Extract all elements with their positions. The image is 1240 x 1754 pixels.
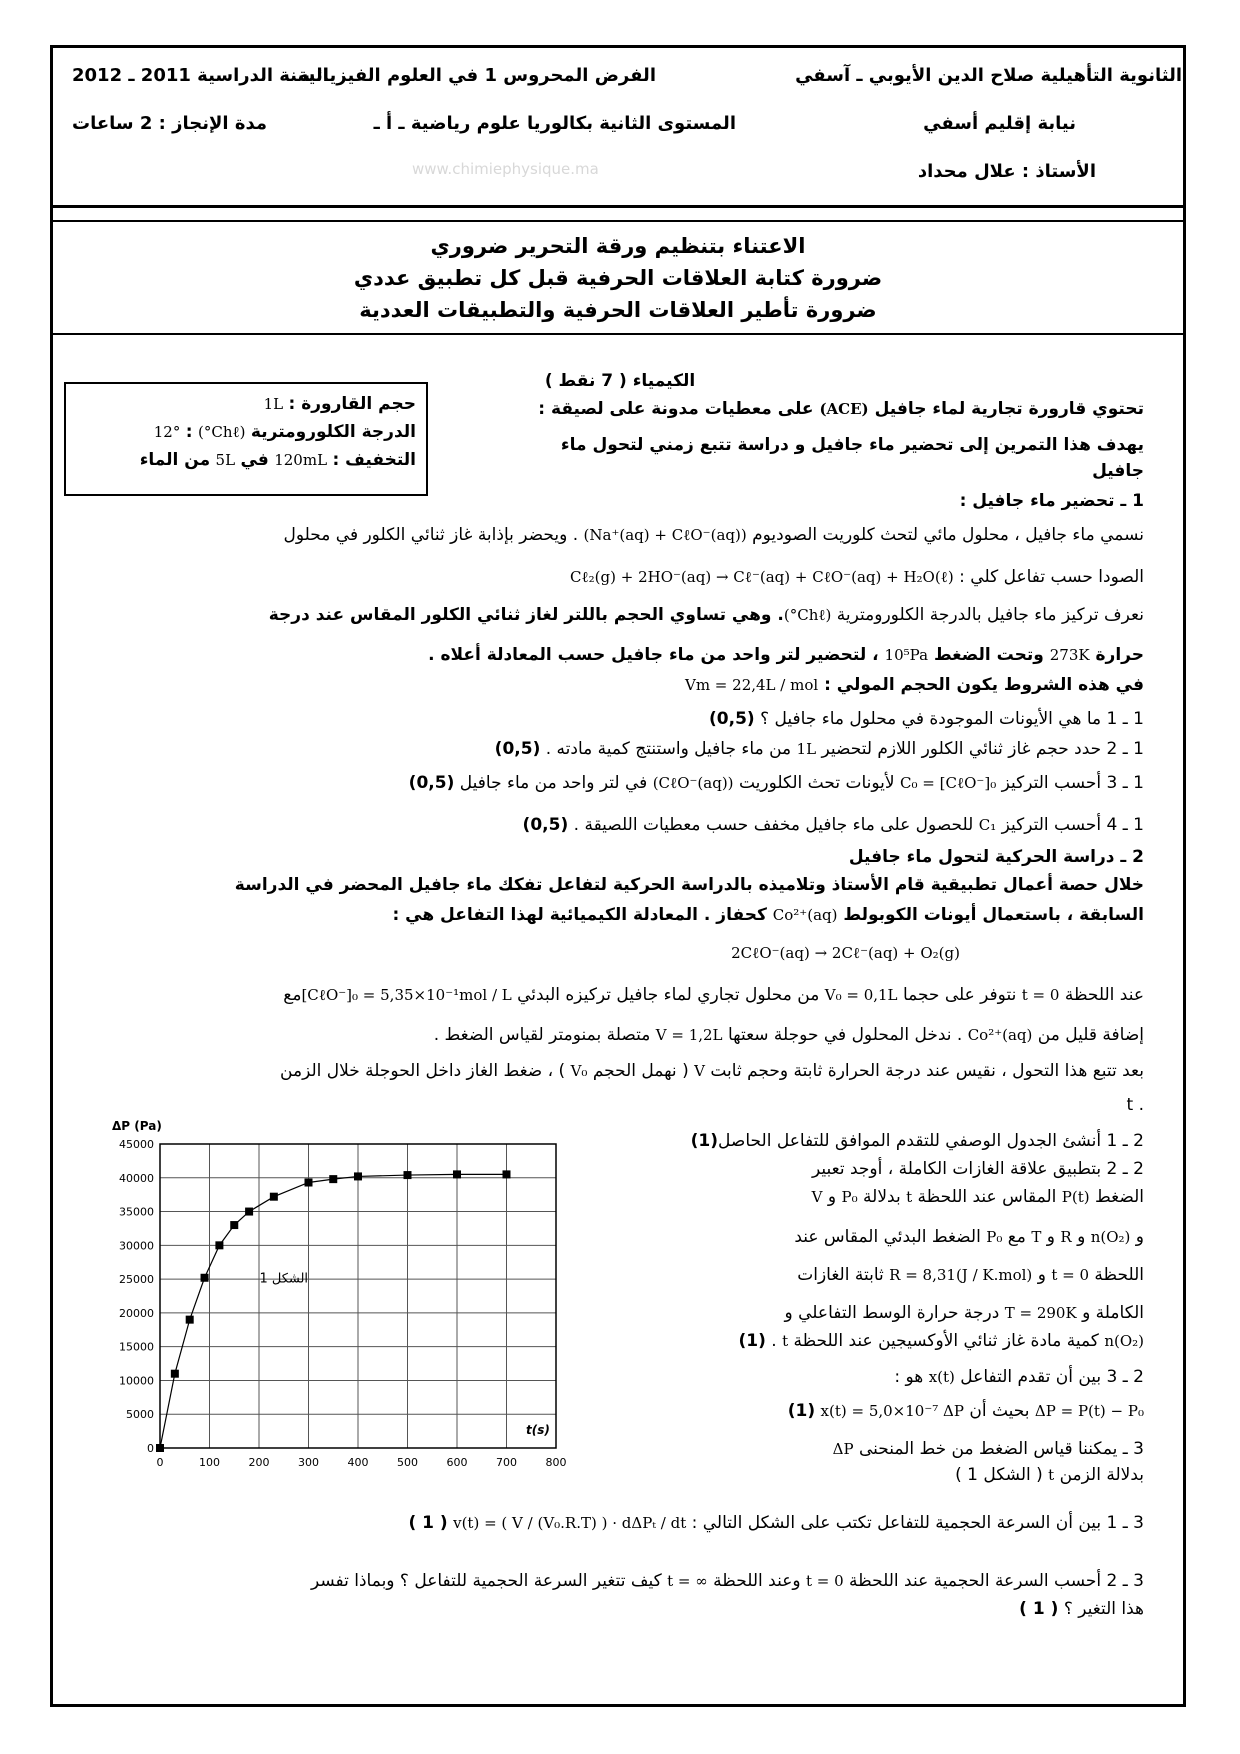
para-8: عند اللحظة t = 0 نتوفر على حجما V₀ = 0,1L من محلول تجاري لماء جافيل تركيزه البدئي [CℓO⁻]₀ = 5,35×10⁻¹mol / Lمع (283, 985, 1144, 1005)
question-1-1: 1 ـ 1 ما هي الأيونات الموجودة في محلول ماء جافيل ؟ (0,5) (709, 709, 1144, 729)
y-tick-label: 35000 (119, 1205, 154, 1219)
y-tick-label: 25000 (119, 1273, 154, 1287)
watermark: www.chimiephysique.ma (412, 160, 599, 178)
intro-line-1: تحتوي قارورة تجارية لماء جافيل (ACE) على معطيات مدونة على لصيقة : (538, 399, 1144, 419)
para-4: حرارة 273K وتحت الضغط 10⁵Pa ، لتحضير لتر واحد من ماء جافيل حسب المعادلة أعلاه . (428, 645, 1144, 665)
rule-2: ضرورة كتابة العلاقات الحرفية قبل كل تطبيق عددي (353, 266, 883, 290)
figure-label: الشكل 1 (259, 1271, 309, 1287)
x-tick-label: 100 (199, 1456, 220, 1469)
data-point (453, 1170, 461, 1178)
x-tick-label: 500 (397, 1456, 418, 1469)
question-3-2: 3 ـ 2 أحسب السرعة الحجمية عند اللحظة t = 0 وعند اللحظة t = ∞ كيف تتغير السرعة الحجمية للتفاعل ؟ وبماذا تفسر (310, 1571, 1144, 1591)
question-2-2-line-3: و n(O₂) و R و T مع P₀ الضغط البدئي المقاس عند (794, 1227, 1144, 1247)
question-3-line-2: بدلالة الزمن t ( الشكل 1 ) (955, 1465, 1144, 1485)
part2-title: 2 ـ دراسة الحركية لتحول ماء جافيل (848, 847, 1144, 867)
question-2-2-line-5: الكاملة و T = 290K درجة حرارة الوسط التفاعلي و (784, 1303, 1144, 1323)
x-axis-label: t(s) (526, 1423, 550, 1437)
question-2-3-line-2: ΔP = P(t) − P₀ بحيث أن x(t) = 5,0×10⁻⁷ ΔP (1) (787, 1401, 1144, 1421)
x-tick-label: 600 (446, 1456, 468, 1469)
intro-line-3: جافيل (1092, 461, 1144, 481)
label-dilution: التخفيف : 120mL في 5L من الماء (139, 450, 416, 470)
pressure-time-chart (108, 1110, 588, 1480)
x-tick-label: 400 (347, 1456, 369, 1469)
exam-title: الفرض المحروس 1 في العلوم الفيزيائية (297, 65, 656, 86)
x-tick-label: 300 (298, 1456, 319, 1469)
rule-3: ضرورة تأطير العلاقات الحرفية والتطبيقات العددية (359, 298, 877, 322)
data-point (270, 1193, 278, 1201)
para-6: خلال حصة أعمال تطبيقية قام الأستاذ وتلاميذه بالدراسة الحركية لتفاعل تفكك ماء جافيل المحضر في الدراسة (234, 875, 1144, 895)
y-tick-label: 15000 (119, 1340, 154, 1354)
question-1-3: 1 ـ 3 أحسب التركيز C₀ = [CℓO⁻]₀ لأيونات تحث الكلوريت (CℓO⁻(aq)) في لتر واحد من ماء جافيل (0,5) (408, 773, 1144, 793)
x-tick-label: 800 (545, 1456, 567, 1469)
y-tick-label: 30000 (119, 1239, 154, 1253)
y-tick-label: 40000 (119, 1171, 154, 1185)
instructions-box (50, 220, 1186, 335)
question-2-2-line-6: n(O₂) كمية مادة غاز ثنائي الأوكسيجين عند اللحظة t . (1) (738, 1331, 1144, 1351)
question-1-2: 1 ـ 2 حدد حجم غاز ثنائي الكلور اللازم لتحضير 1L من ماء جافيل واستنتج كمية مادته . (0,5) (494, 739, 1144, 759)
data-point (245, 1208, 253, 1216)
para-10: بعد تتبع هذا التحول ، نقيس عند درجة الحرارة ثابتة وحجم ثابت V ( نهمل الحجم V₀ ) ، ضغط الغاز داخل الحوجلة خلال الزمن (280, 1061, 1144, 1081)
data-point (354, 1172, 362, 1180)
data-point (215, 1241, 223, 1249)
question-1-4: 1 ـ 4 أحسب التركيز C₁ للحصول على ماء جافيل مخفف حسب معطيات اللصيقة . (0,5) (522, 815, 1144, 835)
y-tick-label: 45000 (119, 1138, 154, 1151)
question-2-3: 2 ـ 3 بين أن تقدم التفاعل x(t) هو : (894, 1367, 1144, 1387)
label-box (64, 382, 428, 496)
label-degree: الدرجة الكلورومترية (°Chℓ) : 12° (153, 422, 416, 442)
question-2-1: 2 ـ 1 أنشئ الجدول الوصفي للتقدم الموافق للتفاعل الحاصل(1) (690, 1131, 1144, 1151)
data-point (404, 1171, 412, 1179)
question-2-2-line-4: اللحظة t = 0 و R = 8,31(J / K.mol) ثابتة الغازات (797, 1265, 1144, 1285)
teacher: الأستاذ : علال محداد (917, 161, 1096, 182)
data-point (503, 1170, 511, 1178)
part1-title: 1 ـ تحضير ماء جافيل : (959, 491, 1144, 511)
y-tick-label: 0 (147, 1442, 154, 1455)
x-tick-label: 0 (156, 1456, 164, 1469)
duration: مدة الإنجاز : 2 ساعات (72, 113, 267, 134)
y-tick-label: 5000 (126, 1408, 154, 1422)
y-axis-label: ΔP (Pa) (112, 1119, 162, 1133)
question-2-2-line-2: الضغط P(t) المقاس عند اللحظة t بدلالة P₀ و V (811, 1187, 1144, 1207)
x-tick-label: 700 (496, 1456, 517, 1469)
decomposition-equation: 2CℓO⁻(aq) → 2Cℓ⁻(aq) + O₂(g) (731, 944, 960, 962)
data-point (329, 1175, 337, 1183)
para-1: نسمي ماء جافيل ، محلول مائي لتحث كلوريت الصوديوم (Na⁺(aq) + CℓO⁻(aq)) . ويحضر بإذابة غاز ثنائي الكلور في محلول (283, 525, 1144, 545)
intro-line-2: يهدف هذا التمرين إلى تحضير ماء جافيل و دراسة تتبع زمني لتحول ماء (560, 435, 1144, 455)
school-name: الثانوية التأهيلية صلاح الدين الأيوبي ـ آسفي (795, 65, 1182, 86)
data-point (186, 1316, 194, 1324)
question-3-2-line-2: هذا التغير ؟ ( 1 ) (1019, 1599, 1144, 1619)
question-2-2: 2 ـ 2 بتطبيق علاقة الغازات الكاملة ، أوجد تعبير (811, 1159, 1144, 1179)
data-point (171, 1370, 179, 1378)
para-5: في هذه الشروط يكون الحجم المولي : Vm = 22,4L / mol (684, 675, 1144, 695)
rule-1: الاعتناء بتنظيم ورقة التحرير ضروري (430, 234, 806, 258)
question-3-1: 3 ـ 1 بين أن السرعة الحجمية للتفاعل تكتب على الشكل التالي : v(t) = ( V / (V₀.R.T) ) · dΔPₜ / dt ( 1 ) (408, 1513, 1144, 1533)
y-tick-label: 10000 (119, 1374, 154, 1388)
y-tick-label: 20000 (119, 1306, 154, 1320)
data-point (156, 1444, 164, 1452)
data-point (201, 1274, 209, 1282)
x-tick-label: 200 (248, 1456, 270, 1469)
school-year: السنة الدراسية 2011 ـ 2012 (72, 65, 329, 86)
para-3: نعرف تركيز ماء جافيل بالدرجة الكلورومترية (°Chℓ). وهي تساوي الحجم باللتر لغاز ثنائي الكلور المقاس عند درجة (268, 605, 1144, 625)
label-volume: حجم القارورة : 1L (263, 394, 416, 414)
para-7: السابقة ، باستعمال أيونات الكوبولط Co²⁺(aq) كحفاز . المعادلة الكيميائية لهذا التفاعل هي : (392, 905, 1144, 925)
series-line (160, 1174, 507, 1448)
data-point (305, 1179, 313, 1187)
directorate: نيابة إقليم أسفي (923, 113, 1076, 134)
para-9: إضافة قليل من Co²⁺(aq) . ندخل المحلول في حوجلة سعتها V = 1,2L متصلة بمنومتر لقياس الضغط . (433, 1025, 1144, 1045)
exam-header (50, 45, 1186, 208)
para-11: . t (1126, 1095, 1144, 1115)
level: المستوى الثانية بكالوريا علوم رياضية ـ أ ـ (373, 113, 736, 134)
section-title: الكيمياء ( 7 نقط ) (544, 371, 696, 391)
data-point (230, 1221, 238, 1229)
question-3: 3 ـ يمكننا قياس الضغط من خط المنحنى ΔP (832, 1439, 1144, 1459)
para-2: الصودا حسب تفاعل كلي : Cℓ₂(g) + 2HO⁻(aq) → Cℓ⁻(aq) + CℓO⁻(aq) + H₂O(ℓ) (570, 567, 1144, 587)
